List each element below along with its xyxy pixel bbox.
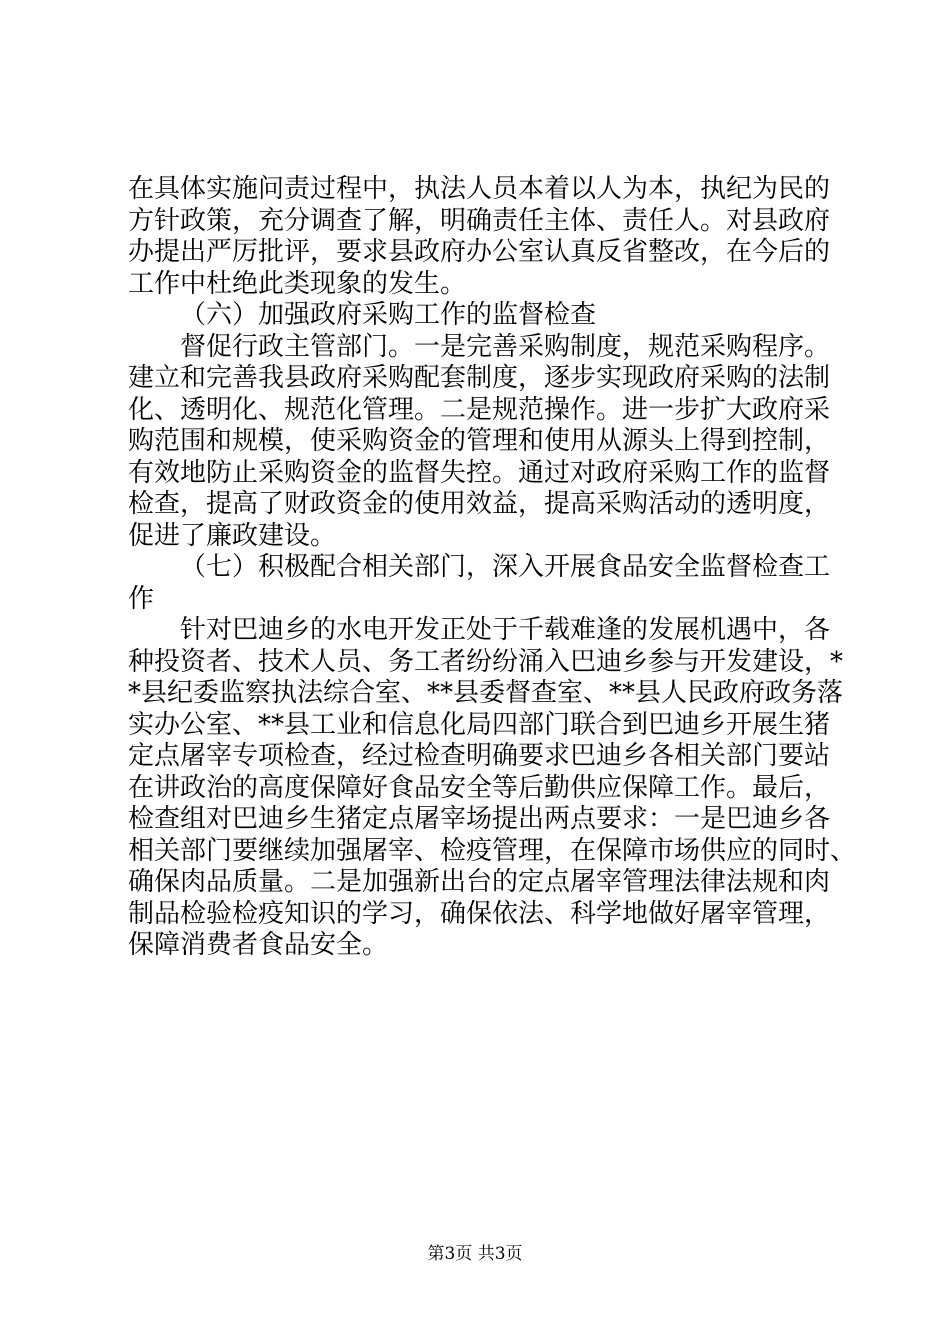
text-line: 化、透明化、规范化管理。二是规范操作。进一步扩大政府采 [128, 394, 831, 425]
page-number: 第3页 共3页 [427, 1244, 523, 1264]
text-line: 购范围和规模，使采购资金的管理和使用从源头上得到控制， [128, 426, 831, 456]
page-footer [0, 1243, 950, 1265]
text-line: （七）积极配合相关部门，深入开展食品安全监督检查工 [180, 552, 831, 582]
text-line: 制品检验检疫知识的学习，确保依法、科学地做好屠宰管理， [128, 898, 831, 929]
text-line: 检查，提高了财政资金的使用效益，提高采购活动的透明度， [128, 489, 831, 519]
text-line: 在具体实施问责过程中，执法人员本着以人为本，执纪为民的 [128, 174, 831, 204]
text-line: 种投资者、技术人员、务工者纷纷涌入巴迪乡参与开发建设，* [128, 646, 844, 677]
text-line: （六）加强政府采购工作的监督检查 [180, 300, 597, 330]
text-line: 有效地防止采购资金的监督失控。通过对政府采购工作的监督 [128, 457, 831, 488]
text-line: 督促行政主管部门。一是完善采购制度，规范采购程序。 [180, 331, 831, 362]
text-line: 建立和完善我县政府采购配套制度，逐步实现政府采购的法制 [128, 363, 831, 393]
text-line: 确保肉品质量。二是加强新出台的定点屠宰管理法律法规和肉 [128, 867, 831, 897]
text-line: 定点屠宰专项检查，经过检查明确要求巴迪乡各相关部门要站 [128, 741, 831, 771]
text-line: 针对巴迪乡的水电开发正处于千载难逢的发展机遇中，各 [180, 615, 831, 645]
text-line: 作 [128, 583, 155, 614]
text-line: 检查组对巴迪乡生猪定点屠宰场提出两点要求：一是巴迪乡各 [128, 804, 831, 834]
text-line: 促进了廉政建设。 [128, 520, 337, 551]
text-line: 办提出严厉批评，要求县政府办公室认真反省整改，在今后的 [128, 237, 831, 267]
text-line: 在讲政治的高度保障好食品安全等后勤供应保障工作。最后， [128, 772, 831, 803]
text-line: 实办公室、**县工业和信息化局四部门联合到巴迪乡开展生猪 [128, 709, 831, 740]
text-line: 工作中杜绝此类现象的发生。 [128, 268, 467, 299]
text-line: 方针政策，充分调查了解，明确责任主体、责任人。对县政府 [128, 205, 831, 236]
text-line: 保障消费者食品安全。 [128, 930, 389, 960]
text-line: 相关部门要继续加强屠宰、检疫管理，在保障市场供应的同时、 [128, 835, 857, 866]
text-line: *县纪委监察执法综合室、**县委督查室、**县人民政府政务落 [128, 678, 844, 708]
document-body [128, 174, 857, 962]
